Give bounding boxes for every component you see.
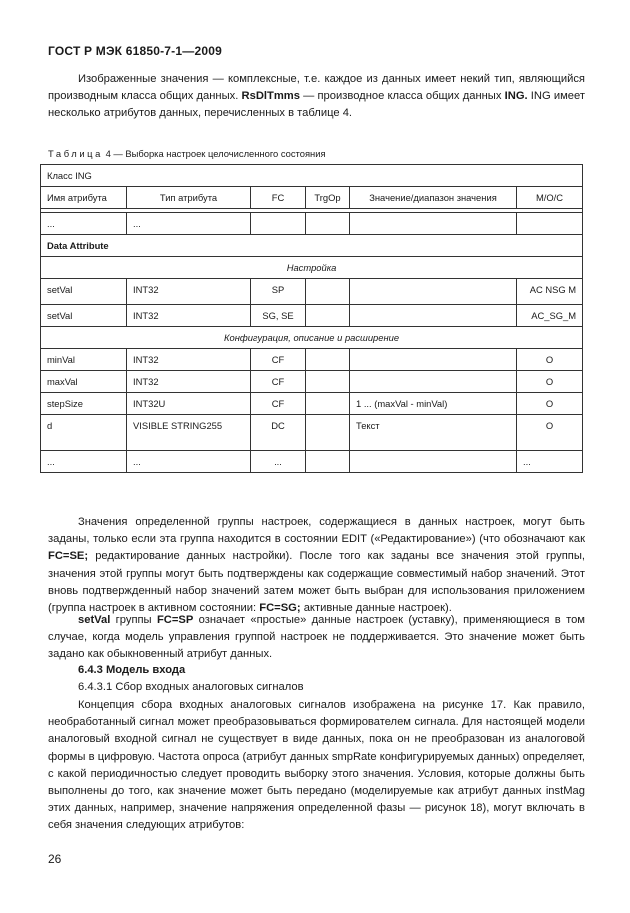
intro-text-3: ING имеет несколько атрибутов данных, перечисленных в таблице 4.	[48, 90, 585, 120]
section-heading-643: 6.4.3 Модель входа	[78, 664, 186, 676]
p1-text-1: Значения определенной группы настроек, содержащиеся в данных настроек, могут быть заданы, только если эта группа находится в состоянии EDIT («Редактирование») (что обозначают как	[48, 516, 585, 546]
body-paragraph-2	[48, 612, 585, 664]
table-row	[41, 349, 583, 371]
table-caption	[48, 148, 326, 159]
cell: O	[517, 349, 583, 371]
header-row	[41, 187, 583, 209]
cell: O	[517, 415, 583, 451]
cell: SP	[251, 279, 306, 305]
col-header: FC	[251, 187, 306, 209]
table-row	[41, 415, 583, 451]
cell: maxVal	[41, 371, 127, 393]
col-header: Тип атрибута	[127, 187, 251, 209]
cell: 1 ... (maxVal - minVal)	[350, 393, 517, 415]
table-row	[41, 371, 583, 393]
cell: ...	[251, 451, 306, 473]
p2-bold-setval: setVal	[78, 614, 111, 626]
col-header: M/O/C	[517, 187, 583, 209]
table-row	[41, 451, 583, 473]
cell: ...	[517, 451, 583, 473]
cell: VISIBLE STRING255	[127, 415, 251, 451]
cell: INT32	[127, 279, 251, 305]
section-data-attribute: Data Attribute	[41, 235, 583, 257]
table-row	[41, 279, 583, 305]
cell: setVal	[41, 305, 127, 327]
document-header: ГОСТ Р МЭК 61850-7-1—2009	[48, 44, 222, 58]
p2-bold-fc-sp: FC=SP	[156, 614, 194, 626]
p1-bold-fc-se: FC=SE;	[48, 550, 89, 563]
intro-paragraph	[48, 71, 585, 123]
cell: INT32	[127, 349, 251, 371]
subsection-setting: Настройка	[41, 257, 583, 279]
cell: DC	[251, 415, 306, 451]
cell: INT32U	[127, 393, 251, 415]
subsection-config: Конфигурация, описание и расширение	[41, 327, 583, 349]
col-header: TrgOp	[306, 187, 350, 209]
section-heading-6431: 6.4.3.1 Сбор входных аналоговых сигналов	[78, 681, 304, 693]
intro-text-1: Изображенные значения — комплексные, т.е. каждое из данных имеет некий тип, являющийся производным класса общих данных.	[48, 73, 585, 103]
col-header: Значение/диапазон значения	[350, 187, 517, 209]
cell: ...	[127, 213, 251, 235]
cell: AC NSG M	[517, 279, 583, 305]
class-row	[41, 165, 583, 187]
class-label: Класс ING	[41, 165, 583, 187]
table-row	[41, 213, 583, 235]
caption-text: 4 — Выборка настроек целочисленного состояния	[102, 148, 326, 159]
cell: O	[517, 393, 583, 415]
cell: stepSize	[41, 393, 127, 415]
cell: INT32	[127, 305, 251, 327]
body-paragraph-3: Концепция сбора входных аналоговых сигналов изображена на рисунке 17. Как правило, необработанный сигнал может преобразовываться формирователем сигнала. Для настоящей модели аналоговый входной сигнал не существует в виде данных, пока он не преобразован из аналоговой формы в цифровую. Частота опроса (атрибут данных smpRate конфигурируемых данных) определяет, с какой периодичностью следует проводить выборку этого значения. Условия, которые должны быть выполнены до того, как значение может быть передано (моделируемые как атрибут данных instMag этих данных, например, значение напряжения определенной фазы — рисунок 18), могут включать в себя значения следующих атрибутов:	[48, 699, 585, 832]
body-paragraph-1	[48, 514, 585, 617]
subsection-row	[41, 257, 583, 279]
intro-bold-rsdltmms: RsDlTmms	[241, 90, 300, 103]
page-number: 26	[48, 852, 62, 866]
table-row	[41, 305, 583, 327]
cell: ...	[41, 451, 127, 473]
subsection-row	[41, 327, 583, 349]
table-row	[41, 393, 583, 415]
intro-text-2: — производное класса общих данных	[299, 90, 505, 103]
cell: ...	[127, 451, 251, 473]
cell: d	[41, 415, 127, 451]
cell: INT32	[127, 371, 251, 393]
p1-text-2: редактирование данных настройки). После того как заданы все значения этой группы, значения этой группы могут быть подтверждены как содержащие совместимый набор значений. Этот вновь подтвержденный набор значений затем может быть выбран для использования приложением (группа настроек в активном состоянии:	[48, 550, 585, 615]
settings-table	[40, 164, 583, 473]
p1-bold-fc-sg: FC=SG;	[259, 602, 301, 615]
cell: setVal	[41, 279, 127, 305]
cell: AC_SG_M	[517, 305, 583, 327]
cell: ...	[41, 213, 127, 235]
caption-prefix: Таблица	[48, 148, 103, 159]
col-header: Имя атрибута	[41, 187, 127, 209]
p2-text-1: группы	[110, 614, 157, 626]
cell: CF	[251, 371, 306, 393]
section-row	[41, 235, 583, 257]
cell: CF	[251, 349, 306, 371]
cell: minVal	[41, 349, 127, 371]
cell: SG, SE	[251, 305, 306, 327]
p2-text-2: означает «простые» данные настроек (уставку), применяющиеся в том случае, когда модель управления группой настроек не поддерживается. Это значение может быть задано как обыкновенный атрибут данных.	[48, 614, 585, 661]
p1-text-3: активные данные настроек).	[300, 602, 452, 615]
intro-bold-ing: ING.	[504, 90, 528, 103]
cell: Текст	[350, 415, 517, 451]
cell: CF	[251, 393, 306, 415]
cell: O	[517, 371, 583, 393]
